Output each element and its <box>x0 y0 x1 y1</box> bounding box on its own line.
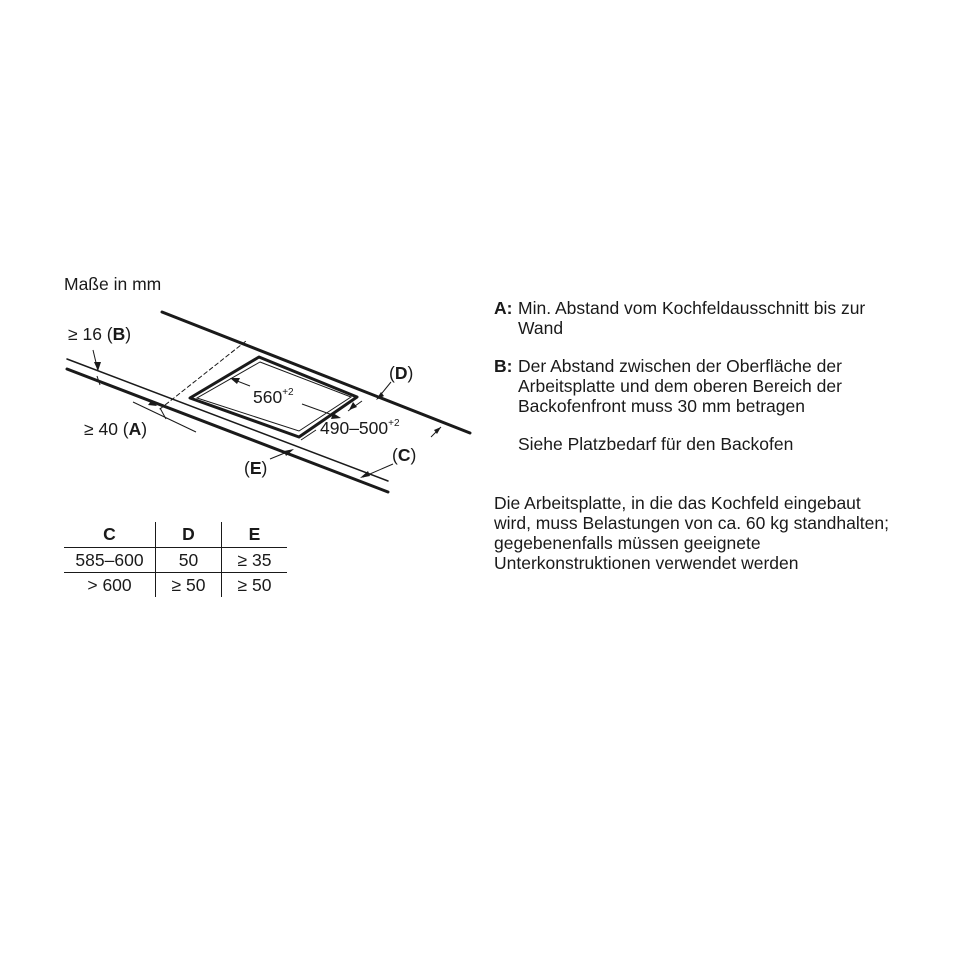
label-a: ≥ 40 (A) <box>84 419 148 439</box>
label-e: (E) <box>244 458 268 478</box>
table-cell: ≥ 50 <box>156 573 222 598</box>
dim-width-arrow-left <box>230 378 240 384</box>
table-cell: ≥ 35 <box>222 548 288 573</box>
note-a <box>494 298 914 338</box>
table-header: D <box>156 522 222 548</box>
label-c: (C) <box>392 445 417 465</box>
table-cell: > 600 <box>64 573 156 598</box>
note-key: A: <box>494 298 513 318</box>
table-row <box>64 573 287 598</box>
load-note: Die Arbeitsplatte, in die das Kochfeld eingebaut wird, muss Belastungen von ca. 60 kg standhalten; gegebenenfalls müssen geeignete Unterkonstruktionen verwendet werden <box>494 493 889 573</box>
table-header-row <box>64 522 287 548</box>
note-b <box>494 356 914 416</box>
note-text: Der Abstand zwischen der Oberfläche der Arbeitsplatte und dem oberen Bereich der Backofenfront muss 30 mm betragen <box>518 356 842 416</box>
table-header: C <box>64 522 156 548</box>
table-cell: ≥ 50 <box>237 574 272 595</box>
label-b: ≥ 16 (B) <box>68 324 132 344</box>
notes-panel <box>494 298 914 573</box>
label-d: (D) <box>389 363 414 383</box>
diagram-title: Maße in mm <box>64 274 162 294</box>
dim-a-tick-left <box>160 408 166 419</box>
label-width: $560^{+2}$ <box>253 387 294 407</box>
countertop-back-edge <box>162 312 470 433</box>
oven-note: Siehe Platzbedarf für den Backofen <box>518 434 794 454</box>
note-text: Min. Abstand vom Kochfeldausschnitt bis zur Wand <box>518 298 866 338</box>
table-cell: 585–600 <box>64 548 156 573</box>
table-cell: 50 <box>156 548 222 573</box>
table-row <box>64 548 287 573</box>
note-key: B: <box>494 356 513 376</box>
label-depth: $490-500^{+2}$ <box>320 418 400 438</box>
countertop-back-dashed-edge <box>160 341 246 409</box>
clearance-table <box>64 522 287 597</box>
table-header: E <box>222 522 288 548</box>
